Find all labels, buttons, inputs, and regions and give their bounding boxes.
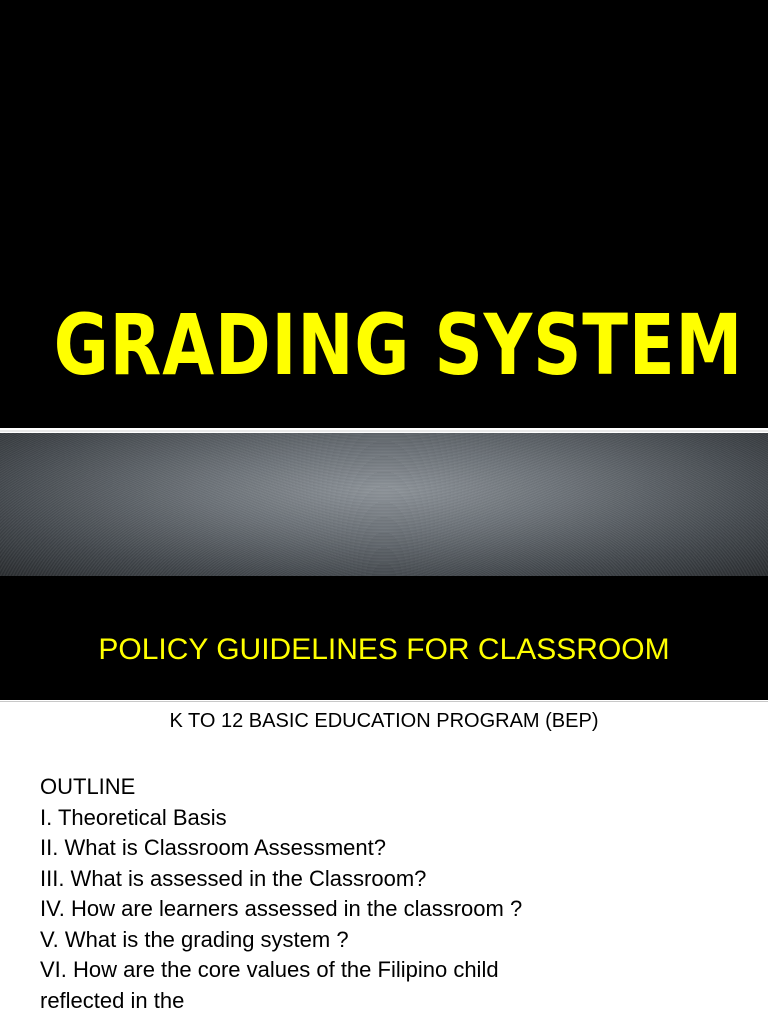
title-divider (0, 430, 768, 432)
outline-item-3: III. What is assessed in the Classroom? (40, 865, 427, 891)
outline-item-6: VI. How are the core values of the Filipino child (40, 957, 499, 982)
outline-heading: OUTLINE (40, 774, 136, 799)
outline-item-6-continued: reflected in the (40, 987, 185, 1013)
outline-item-5: V. What is the grading system ? (40, 926, 349, 952)
slide-title: GRADING SYSTEM (53, 297, 744, 395)
slide-subtitle: POLICY GUIDELINES FOR CLASSROOM (98, 633, 670, 666)
outline-item-1: I. Theoretical Basis (40, 804, 227, 830)
decorative-gradient-band (0, 433, 768, 576)
subtitle-divider (0, 701, 768, 702)
program-heading: K TO 12 BASIC EDUCATION PROGRAM (BEP) (169, 710, 599, 732)
outline-item-2: II. What is Classroom Assessment? (40, 835, 386, 860)
outline-item-4: IV. How are learners assessed in the classroom ? (40, 896, 523, 921)
outline-list (40, 772, 740, 1016)
